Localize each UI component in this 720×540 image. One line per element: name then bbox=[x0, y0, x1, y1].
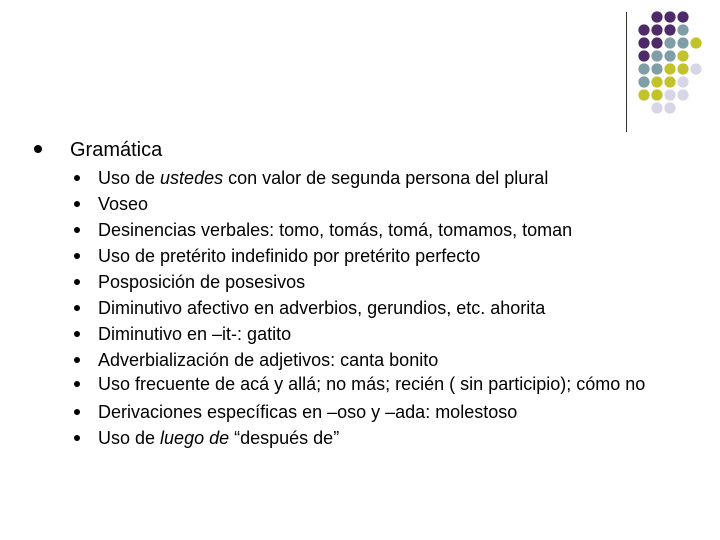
list-item: Uso frecuente de acá y allá; no más; recién ( sin participio); cómo no bbox=[70, 373, 670, 399]
list-item: Adverbialización de adjetivos: canta bonito bbox=[70, 347, 670, 373]
bullet-icon bbox=[74, 201, 80, 207]
decorative-dot bbox=[677, 11, 688, 22]
bullet-icon bbox=[74, 253, 80, 259]
bullet-icon bbox=[74, 175, 80, 181]
decorative-dot bbox=[638, 37, 649, 48]
list-item: Diminutivo afectivo en adverbios, gerundios, etc. ahorita bbox=[70, 295, 670, 321]
decorative-dot bbox=[677, 89, 688, 100]
decorative-dot bbox=[664, 37, 675, 48]
decorative-dot bbox=[638, 50, 649, 61]
bullet-icon bbox=[74, 435, 80, 441]
decorative-dot bbox=[664, 89, 675, 100]
decorative-dot bbox=[651, 102, 662, 113]
list-item: Desinencias verbales: tomo, tomás, tomá, tomamos, toman bbox=[70, 217, 670, 243]
bullet-icon bbox=[74, 381, 80, 387]
decorative-dot bbox=[638, 63, 649, 74]
list-item: Posposición de posesivos bbox=[70, 269, 670, 295]
list-item: Voseo bbox=[70, 191, 670, 217]
bullet-icon bbox=[74, 409, 80, 415]
list-item: Uso de pretérito indefinido por pretérito perfecto bbox=[70, 243, 670, 269]
decorative-dot bbox=[638, 89, 649, 100]
list-item: Derivaciones específicas en –oso y –ada: molestoso bbox=[70, 399, 670, 425]
decorative-dot bbox=[664, 50, 675, 61]
decorative-dot bbox=[651, 37, 662, 48]
decorative-dot bbox=[651, 11, 662, 22]
decorative-dot bbox=[651, 50, 662, 61]
bullet-list bbox=[70, 165, 670, 451]
decorative-dot bbox=[677, 50, 688, 61]
bullet-icon bbox=[74, 279, 80, 285]
bullet-icon bbox=[74, 305, 80, 311]
decorative-dot-grid bbox=[0, 0, 720, 140]
decorative-dot bbox=[651, 63, 662, 74]
decorative-dot bbox=[690, 37, 701, 48]
section-title: Gramática bbox=[70, 139, 163, 161]
bullet-icon bbox=[74, 357, 80, 363]
decorative-dot bbox=[677, 24, 688, 35]
decorative-dot bbox=[664, 102, 675, 113]
list-item: Diminutivo en –it-: gatito bbox=[70, 321, 670, 347]
decorative-dot bbox=[664, 24, 675, 35]
decorative-dot bbox=[651, 89, 662, 100]
decorative-dot bbox=[677, 76, 688, 87]
title-bullet-icon bbox=[34, 145, 42, 153]
decorative-dot bbox=[638, 24, 649, 35]
list-item: Uso de luego de “después de” bbox=[70, 425, 670, 451]
list-item: Uso de ustedes con valor de segunda persona del plural bbox=[70, 165, 670, 191]
bullet-icon bbox=[74, 227, 80, 233]
decorative-dot bbox=[638, 76, 649, 87]
bullet-icon bbox=[74, 331, 80, 337]
divider-line bbox=[626, 12, 627, 132]
decorative-dot bbox=[664, 11, 675, 22]
decorative-dot bbox=[677, 37, 688, 48]
decorative-dot bbox=[651, 24, 662, 35]
decorative-dot bbox=[677, 63, 688, 74]
decorative-dot bbox=[690, 63, 701, 74]
decorative-dot bbox=[651, 76, 662, 87]
decorative-dot bbox=[664, 76, 675, 87]
decorative-dot bbox=[664, 63, 675, 74]
